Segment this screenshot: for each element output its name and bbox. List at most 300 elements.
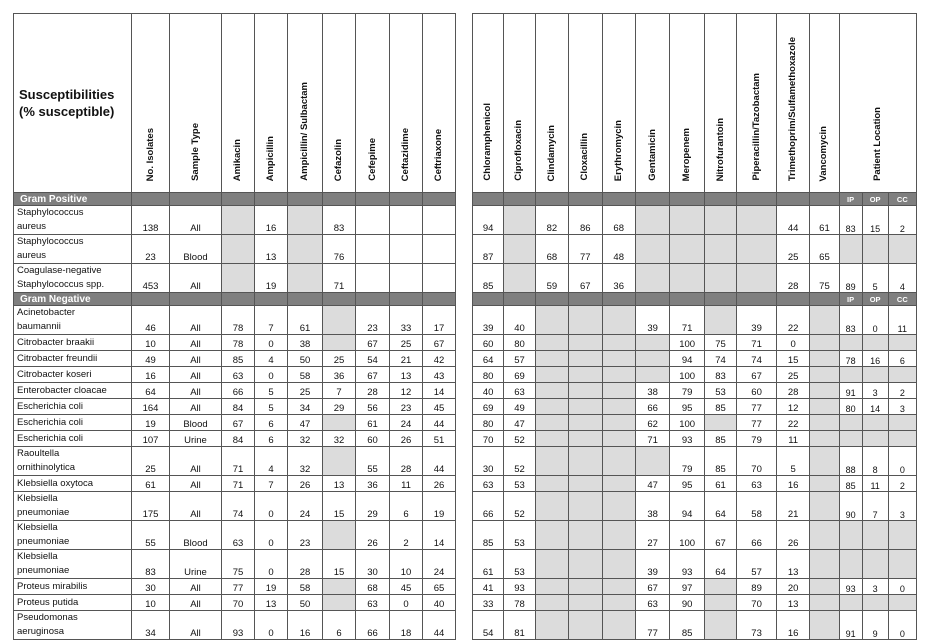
susceptibility-cell: 64 <box>132 383 170 399</box>
susceptibility-cell: 21 <box>776 492 809 521</box>
section-header-cell <box>737 193 777 206</box>
susceptibility-cell <box>704 306 736 335</box>
susceptibility-cell: 52 <box>504 492 535 521</box>
susceptibility-cell <box>704 579 736 595</box>
location-cell: 3 <box>862 579 888 595</box>
susceptibility-cell <box>810 351 839 367</box>
susceptibility-cell <box>535 550 568 579</box>
susceptibility-cell <box>569 399 602 415</box>
table-row <box>473 521 917 550</box>
susceptibility-cell <box>810 447 839 476</box>
susceptibility-cell <box>670 235 704 264</box>
susceptibility-cell <box>810 521 839 550</box>
susceptibility-cell: 15 <box>323 492 356 521</box>
susceptibility-cell: All <box>170 306 222 335</box>
column-header-ceftriaxone <box>423 14 456 193</box>
susceptibility-cell: 6 <box>390 492 423 521</box>
column-header-cefepime <box>356 14 390 193</box>
section-header-cell <box>132 293 170 306</box>
susceptibility-cell: 63 <box>222 367 255 383</box>
susceptibility-cell: 30 <box>132 579 170 595</box>
susceptibility-cell: 23 <box>288 521 323 550</box>
susceptibility-cell <box>323 306 356 335</box>
susceptibility-cell <box>390 235 423 264</box>
table-row <box>14 206 456 235</box>
susceptibility-cell: 71 <box>737 335 777 351</box>
table-row <box>473 579 917 595</box>
susceptibility-cell <box>810 595 839 611</box>
location-subheader: CC <box>888 193 916 206</box>
section-header-cell <box>810 193 839 206</box>
susceptibility-cell: 51 <box>423 431 456 447</box>
susceptibility-cell <box>423 206 456 235</box>
susceptibility-cell <box>602 383 635 399</box>
susceptibility-cell <box>602 431 635 447</box>
susceptibility-cell: 79 <box>737 431 777 447</box>
susceptibility-cell: 26 <box>776 521 809 550</box>
susceptibility-cell: 67 <box>737 367 777 383</box>
susceptibility-cell: 16 <box>288 611 323 640</box>
susceptibility-cell: 71 <box>222 447 255 476</box>
susceptibility-cell: 58 <box>737 492 777 521</box>
susceptibility-cell: 53 <box>704 383 736 399</box>
susceptibility-cell: 23 <box>356 306 390 335</box>
susceptibility-cell <box>810 550 839 579</box>
susceptibility-cell <box>535 367 568 383</box>
column-header-clindamycin <box>535 14 568 193</box>
table-row <box>473 367 917 383</box>
section-header-cell <box>222 293 255 306</box>
location-cell: 90 <box>839 492 862 521</box>
susceptibility-cell: 90 <box>670 595 704 611</box>
section-header-cell <box>504 193 535 206</box>
susceptibility-cell: 15 <box>776 351 809 367</box>
susceptibility-cell: 29 <box>356 492 390 521</box>
susceptibility-cell: 44 <box>423 447 456 476</box>
location-cell <box>862 367 888 383</box>
susceptibility-cell: 44 <box>423 415 456 431</box>
organism-name-line: Escherichia coli <box>17 433 83 444</box>
column-header-ceftazidime <box>390 14 423 193</box>
susceptibility-cell <box>737 206 777 235</box>
organism-name-line: ornithinolytica <box>17 462 76 473</box>
organism-name-line: pneumoniae <box>17 536 70 547</box>
susceptibility-cell: 39 <box>635 306 669 335</box>
susceptibility-cell: 7 <box>255 476 288 492</box>
susceptibility-cell <box>602 367 635 383</box>
susceptibility-cell: 63 <box>635 595 669 611</box>
susceptibility-cell: 25 <box>776 235 809 264</box>
organism-name-line: Staphylococcus spp. <box>17 279 105 290</box>
column-header-trimethoprim-sulfamethoxazole <box>776 14 809 193</box>
susceptibility-cell: All <box>170 351 222 367</box>
location-cell: 78 <box>839 351 862 367</box>
organism-name-line: Citrobacter braakii <box>17 337 95 348</box>
susceptibility-cell: 100 <box>670 367 704 383</box>
susceptibility-cell: 26 <box>356 521 390 550</box>
susceptibility-cell: 28 <box>288 550 323 579</box>
susceptibility-cell: 78 <box>222 335 255 351</box>
organism-name <box>14 595 132 611</box>
susceptibility-cell <box>704 415 736 431</box>
susceptibility-cell: 83 <box>704 367 736 383</box>
susceptibility-cell <box>810 611 839 640</box>
location-cell: 4 <box>888 264 916 293</box>
susceptibility-cell: 61 <box>132 476 170 492</box>
susceptibility-cell: 38 <box>635 492 669 521</box>
organism-name-line: Raoultella <box>17 448 60 459</box>
susceptibility-cell: 67 <box>635 579 669 595</box>
susceptibility-cell <box>635 447 669 476</box>
susceptibility-cell: 74 <box>222 492 255 521</box>
susceptibility-cell <box>356 264 390 293</box>
susceptibility-cell <box>569 306 602 335</box>
organism-name-line: Staphylococcus <box>17 207 84 218</box>
location-cell: 85 <box>839 476 862 492</box>
organism-name-line: Escherichia coli <box>17 417 83 428</box>
susceptibility-cell: All <box>170 579 222 595</box>
susceptibility-cell <box>569 335 602 351</box>
column-header-sample-type <box>170 14 222 193</box>
susceptibility-cell <box>569 415 602 431</box>
susceptibility-cell: 46 <box>132 306 170 335</box>
susceptibility-cell: 22 <box>776 306 809 335</box>
susceptibility-cell: 39 <box>635 550 669 579</box>
location-cell <box>862 595 888 611</box>
susceptibility-cell: 10 <box>132 335 170 351</box>
susceptibility-cell <box>535 595 568 611</box>
susceptibility-cell: 19 <box>255 579 288 595</box>
table-row <box>473 383 917 399</box>
susceptibility-cell: 29 <box>323 399 356 415</box>
susceptibility-cell: 61 <box>356 415 390 431</box>
location-cell <box>888 367 916 383</box>
susceptibility-cell: 80 <box>473 415 504 431</box>
susceptibility-cell <box>222 264 255 293</box>
susceptibility-cell <box>423 264 456 293</box>
susceptibility-cell: 50 <box>288 351 323 367</box>
table-row <box>14 550 456 579</box>
susceptibility-cell <box>504 206 535 235</box>
susceptibility-cell: 0 <box>255 550 288 579</box>
location-cell: 2 <box>888 383 916 399</box>
section-header-cell <box>602 193 635 206</box>
susceptibility-cell: 52 <box>504 447 535 476</box>
column-header-label: Vancomycin <box>818 125 830 181</box>
susceptibility-cell: 44 <box>776 206 809 235</box>
susceptibility-cell: 93 <box>504 579 535 595</box>
organism-name <box>14 476 132 492</box>
susceptibility-cell: 7 <box>323 383 356 399</box>
susceptibility-cell: 70 <box>737 595 777 611</box>
location-cell: 3 <box>888 399 916 415</box>
location-cell <box>888 521 916 550</box>
susceptibility-cell: 24 <box>288 492 323 521</box>
susceptibility-cell: 16 <box>776 476 809 492</box>
susceptibility-cell: 23 <box>390 399 423 415</box>
location-cell: 8 <box>862 447 888 476</box>
susceptibility-cell <box>288 206 323 235</box>
susceptibility-cell <box>323 595 356 611</box>
location-cell <box>839 367 862 383</box>
organism-name-line: Klebsiella <box>17 551 58 562</box>
organism-name-line: Citrobacter freundii <box>17 353 98 364</box>
susceptibility-cell: 47 <box>288 415 323 431</box>
column-header-gentamicin <box>635 14 669 193</box>
organism-name <box>14 447 132 476</box>
location-cell <box>888 550 916 579</box>
susceptibility-cell: 11 <box>390 476 423 492</box>
susceptibility-cell <box>535 335 568 351</box>
susceptibility-cell: 16 <box>132 367 170 383</box>
susceptibility-cell: 53 <box>504 521 535 550</box>
susceptibility-cell: 40 <box>423 595 456 611</box>
susceptibility-cell: 67 <box>356 335 390 351</box>
susceptibility-cell: 13 <box>255 235 288 264</box>
table-row <box>473 306 917 335</box>
table-row <box>473 431 917 447</box>
column-header-label: Cefazolin <box>333 138 344 181</box>
column-header-vancomycin <box>810 14 839 193</box>
section-header-cell <box>635 293 669 306</box>
susceptibility-cell: 30 <box>473 447 504 476</box>
susceptibility-cell: 85 <box>670 611 704 640</box>
susceptibility-cell: All <box>170 447 222 476</box>
section-header-cell <box>288 193 323 206</box>
section-header-cell <box>132 193 170 206</box>
susceptibility-cell: 77 <box>737 399 777 415</box>
susceptibility-cell: 63 <box>222 521 255 550</box>
section-header-cell <box>737 293 777 306</box>
susceptibility-cell <box>569 521 602 550</box>
susceptibility-cell: 100 <box>670 521 704 550</box>
section-header-row <box>473 193 917 206</box>
location-cell <box>839 431 862 447</box>
location-subheader: IP <box>839 193 862 206</box>
column-header-chloramphenicol <box>473 14 504 193</box>
susceptibility-cell: 6 <box>255 431 288 447</box>
location-cell <box>839 235 862 264</box>
susceptibility-cell: 19 <box>255 264 288 293</box>
column-header-label: Ceftriaxone <box>433 128 444 181</box>
organism-name-line: pneumoniae <box>17 565 70 576</box>
table-row <box>14 306 456 335</box>
susceptibility-cell: 97 <box>670 579 704 595</box>
location-cell: 0 <box>888 611 916 640</box>
susceptibility-cell: 83 <box>132 550 170 579</box>
susceptibility-cell: 5 <box>255 399 288 415</box>
susceptibility-cell <box>810 335 839 351</box>
location-subheader: IP <box>839 293 862 306</box>
column-header-label: Cefepime <box>366 138 378 181</box>
location-cell <box>888 595 916 611</box>
susceptibility-cell: 67 <box>222 415 255 431</box>
susceptibility-cell: 26 <box>390 431 423 447</box>
susceptibility-cell: 66 <box>222 383 255 399</box>
susceptibility-cell: 65 <box>810 235 839 264</box>
susceptibility-cell: 63 <box>504 383 535 399</box>
section-header-cell <box>356 293 390 306</box>
susceptibility-cell: 16 <box>255 206 288 235</box>
susceptibility-cell: 25 <box>132 447 170 476</box>
susceptibility-cell: 67 <box>569 264 602 293</box>
susceptibility-cell: 100 <box>670 415 704 431</box>
section-header-cell <box>704 293 736 306</box>
susceptibility-cell: 40 <box>473 383 504 399</box>
susceptibility-cell: 85 <box>704 447 736 476</box>
susceptibility-cell: Blood <box>170 235 222 264</box>
susceptibility-cell: 13 <box>776 595 809 611</box>
susceptibility-cell: 48 <box>602 235 635 264</box>
table-row <box>14 351 456 367</box>
location-cell: 9 <box>862 611 888 640</box>
susceptibility-cell: 55 <box>132 521 170 550</box>
table-row <box>14 492 456 521</box>
column-header-label: Piperacillin/Tazobactam <box>750 73 762 181</box>
location-cell <box>862 235 888 264</box>
section-header-cell <box>323 293 356 306</box>
location-cell <box>862 415 888 431</box>
susceptibility-cell: 77 <box>635 611 669 640</box>
susceptibility-cell <box>602 399 635 415</box>
susceptibility-cell: 49 <box>132 351 170 367</box>
susceptibility-cell: 33 <box>473 595 504 611</box>
location-cell: 89 <box>839 264 862 293</box>
susceptibility-cell: 23 <box>132 235 170 264</box>
column-header-label: Patient Location <box>871 107 883 181</box>
location-cell: 88 <box>839 447 862 476</box>
susceptibility-cell <box>323 415 356 431</box>
section-header-cell <box>288 293 323 306</box>
susceptibility-cell: All <box>170 476 222 492</box>
susceptibility-cell <box>602 351 635 367</box>
susceptibility-cell: 58 <box>288 367 323 383</box>
susceptibility-cell <box>810 306 839 335</box>
column-header-label: Clindamycin <box>545 124 557 181</box>
susceptibility-cell: 7 <box>255 306 288 335</box>
column-header-label: Gentamicin <box>646 129 658 181</box>
susceptibility-cell <box>602 579 635 595</box>
location-cell <box>839 415 862 431</box>
location-cell: 83 <box>839 306 862 335</box>
location-cell: 11 <box>862 476 888 492</box>
section-header-cell <box>635 193 669 206</box>
susceptibility-cell <box>704 595 736 611</box>
susceptibility-cell <box>810 431 839 447</box>
susceptibility-cell: 73 <box>737 611 777 640</box>
table-row <box>14 399 456 415</box>
susceptibility-cell: 93 <box>222 611 255 640</box>
table-row <box>473 595 917 611</box>
susceptibility-cell: 78 <box>222 306 255 335</box>
susceptibility-cell <box>535 447 568 476</box>
location-cell <box>888 415 916 431</box>
organism-name-line: aureus <box>17 221 47 232</box>
table-row <box>473 611 917 640</box>
susceptibility-cell: 84 <box>222 431 255 447</box>
susceptibility-cell: 55 <box>356 447 390 476</box>
susceptibility-cell: 20 <box>776 579 809 595</box>
susceptibility-cell: 75 <box>810 264 839 293</box>
column-header-piperacillin-tazobactam <box>737 14 777 193</box>
susceptibility-cell <box>569 492 602 521</box>
susceptibility-cell <box>810 367 839 383</box>
susceptibility-cell: 12 <box>390 383 423 399</box>
susceptibility-cell: 36 <box>356 476 390 492</box>
organism-name-line: Proteus putida <box>17 597 79 608</box>
section-header-cell <box>473 293 504 306</box>
section-header-cell <box>170 193 222 206</box>
location-cell <box>839 521 862 550</box>
susceptibility-cell: 67 <box>704 521 736 550</box>
susceptibility-cell: 69 <box>473 399 504 415</box>
section-header-cell <box>356 193 390 206</box>
susceptibility-cell: 95 <box>670 399 704 415</box>
susceptibility-cell: 61 <box>473 550 504 579</box>
susceptibility-cell <box>323 521 356 550</box>
column-header-label: Sample Type <box>189 123 201 181</box>
susceptibility-cell: 26 <box>423 476 456 492</box>
section-header-cell <box>704 193 736 206</box>
location-cell: 80 <box>839 399 862 415</box>
susceptibility-cell: 10 <box>390 550 423 579</box>
susceptibility-cell: 25 <box>323 351 356 367</box>
susceptibility-cell: 56 <box>356 399 390 415</box>
location-cell: 5 <box>862 264 888 293</box>
section-header-cell <box>670 193 704 206</box>
organism-name <box>14 351 132 367</box>
susceptibility-cell: 70 <box>737 447 777 476</box>
susceptibility-cell: 13 <box>776 550 809 579</box>
location-cell <box>888 235 916 264</box>
susceptibility-cell <box>602 335 635 351</box>
susceptibility-cell <box>569 579 602 595</box>
susceptibility-cell: 66 <box>473 492 504 521</box>
susceptibility-cell: 453 <box>132 264 170 293</box>
section-header-row <box>14 193 456 206</box>
table-row <box>14 335 456 351</box>
organism-name-line: Klebsiella <box>17 522 58 533</box>
susceptibility-cell: 0 <box>255 335 288 351</box>
column-header-erythromycin <box>602 14 635 193</box>
table-row <box>473 476 917 492</box>
susceptibility-cell: 6 <box>323 611 356 640</box>
susceptibility-cell <box>670 206 704 235</box>
susceptibility-cell: 38 <box>635 383 669 399</box>
location-cell <box>862 550 888 579</box>
section-label: Gram Negative <box>14 293 132 306</box>
organism-name <box>14 415 132 431</box>
susceptibility-cell <box>288 264 323 293</box>
susceptibility-cell: 28 <box>356 383 390 399</box>
column-header-ampicillin-sulbactam <box>288 14 323 193</box>
susceptibility-cell <box>569 367 602 383</box>
susceptibility-cell <box>569 476 602 492</box>
susceptibility-cell: 49 <box>504 399 535 415</box>
susceptibility-cell <box>602 492 635 521</box>
susceptibility-cell <box>602 611 635 640</box>
location-cell: 2 <box>888 206 916 235</box>
susceptibility-cell: 94 <box>473 206 504 235</box>
section-header-cell <box>390 193 423 206</box>
susceptibility-cell <box>535 492 568 521</box>
column-header-label: Ampicillin <box>265 135 276 181</box>
table-row <box>473 399 917 415</box>
susceptibility-cell: 0 <box>776 335 809 351</box>
column-header-label: No. Isolates <box>144 127 156 181</box>
susceptibility-cell: 25 <box>390 335 423 351</box>
table-row <box>14 521 456 550</box>
